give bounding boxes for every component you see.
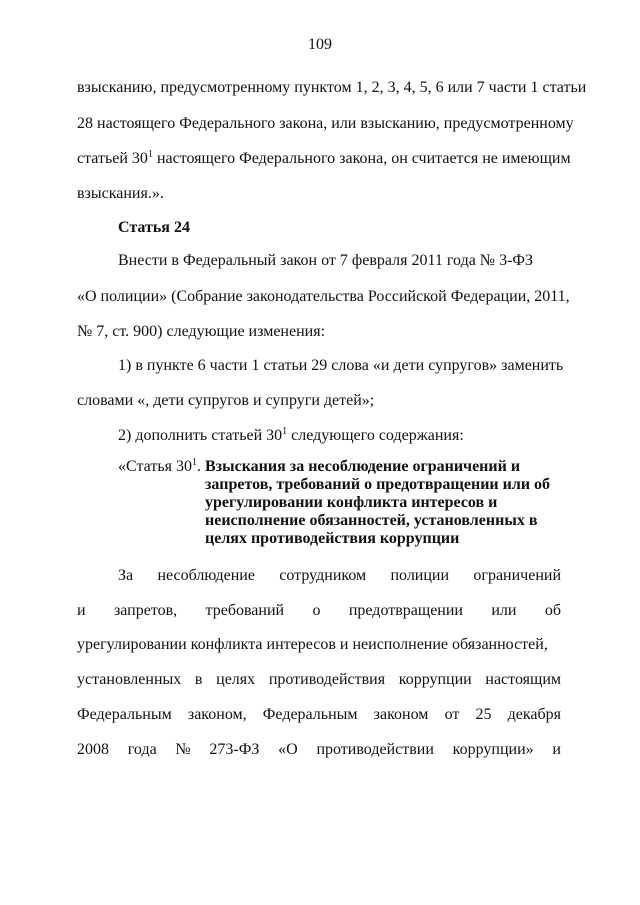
word: № [175, 741, 191, 758]
word: 273-ФЗ [209, 741, 260, 758]
text-line: словами «, дети супругов и супруги детей»; [77, 392, 375, 409]
word: противодействии [316, 741, 434, 758]
superscript: 1 [282, 426, 288, 437]
word: Федеральным [77, 706, 172, 723]
text-line: Внести в Федеральный закон от 7 февраля 2011 года № 3-ФЗ [118, 252, 534, 269]
text-fragment: 2) дополнить статьей 30 [118, 427, 283, 444]
word: «О [278, 741, 298, 758]
superscript: 1 [191, 457, 197, 468]
word: о [312, 602, 321, 619]
justified-line [77, 705, 561, 725]
text-line: взыскания.». [77, 185, 164, 202]
word: За [118, 567, 134, 584]
word: установленных [77, 671, 182, 688]
word: Федеральным [262, 706, 358, 723]
text-line: урегулировании конфликта интересов и неисполнение обязанностей, [77, 636, 548, 653]
word: законом [373, 706, 429, 723]
word: сотрудником [279, 567, 367, 584]
justified-line [77, 670, 561, 690]
word: от [444, 706, 460, 723]
new-article-label [118, 458, 201, 476]
word: или [491, 602, 517, 619]
text-fragment: «Статья 30 [118, 458, 192, 475]
word: коррупции» [452, 741, 534, 758]
text-line: взысканию, предусмотренному пунктом 1, 2, 3, 4, 5, 6 или 7 части 1 статьи [77, 79, 587, 96]
word: несоблюдение [157, 567, 255, 584]
word: 2008 [77, 741, 109, 758]
justified-line [77, 740, 561, 760]
text-line: 1) в пункте 6 части 1 статьи 29 слова «и дети супругов» заменить [118, 357, 564, 374]
text-fragment: настоящего Федерального закона, он считается не имеющим [152, 150, 571, 167]
superscript: 1 [147, 149, 153, 160]
text-fragment: следующего содержания: [287, 427, 464, 444]
word: законом, [187, 706, 247, 723]
article-heading: Статья 24 [118, 219, 190, 236]
justified-line [118, 566, 561, 586]
word: 25 [475, 706, 492, 723]
justified-line [77, 601, 561, 621]
word: об [544, 602, 561, 619]
text-line [118, 426, 464, 446]
text-line [77, 149, 571, 169]
word: требований [205, 602, 285, 619]
text-fragment: статьей 30 [77, 150, 148, 167]
text-line: 28 настоящего Федерального закона, или взысканию, предусмотренному [77, 115, 574, 132]
word: года [127, 741, 157, 758]
word: противодействия [268, 671, 386, 688]
word: запретов, [113, 602, 178, 619]
word: целях [216, 671, 256, 688]
word: ограничений [473, 567, 561, 584]
new-article-title: Взыскания за несоблюдение ограничений и запретов, требований о предотвращении или об урегулировании конфликта интересов и неисполнение обязанностей, установленных в целях противодействия коррупции [205, 458, 551, 547]
text-line: № 7, ст. 900) следующие изменения: [77, 323, 326, 340]
word: коррупции [398, 671, 472, 688]
word: декабря [507, 706, 561, 723]
word: в [194, 671, 203, 688]
word: полиции [390, 567, 450, 584]
word: настоящим [485, 671, 561, 688]
text-line: «О полиции» (Собрание законодательства Российской Федерации, 2011, [77, 288, 570, 305]
text-fragment: . [196, 458, 201, 475]
word: предотвращении [348, 602, 463, 619]
word: и [77, 602, 86, 619]
page-number: 109 [308, 36, 332, 53]
word: и [552, 741, 561, 758]
